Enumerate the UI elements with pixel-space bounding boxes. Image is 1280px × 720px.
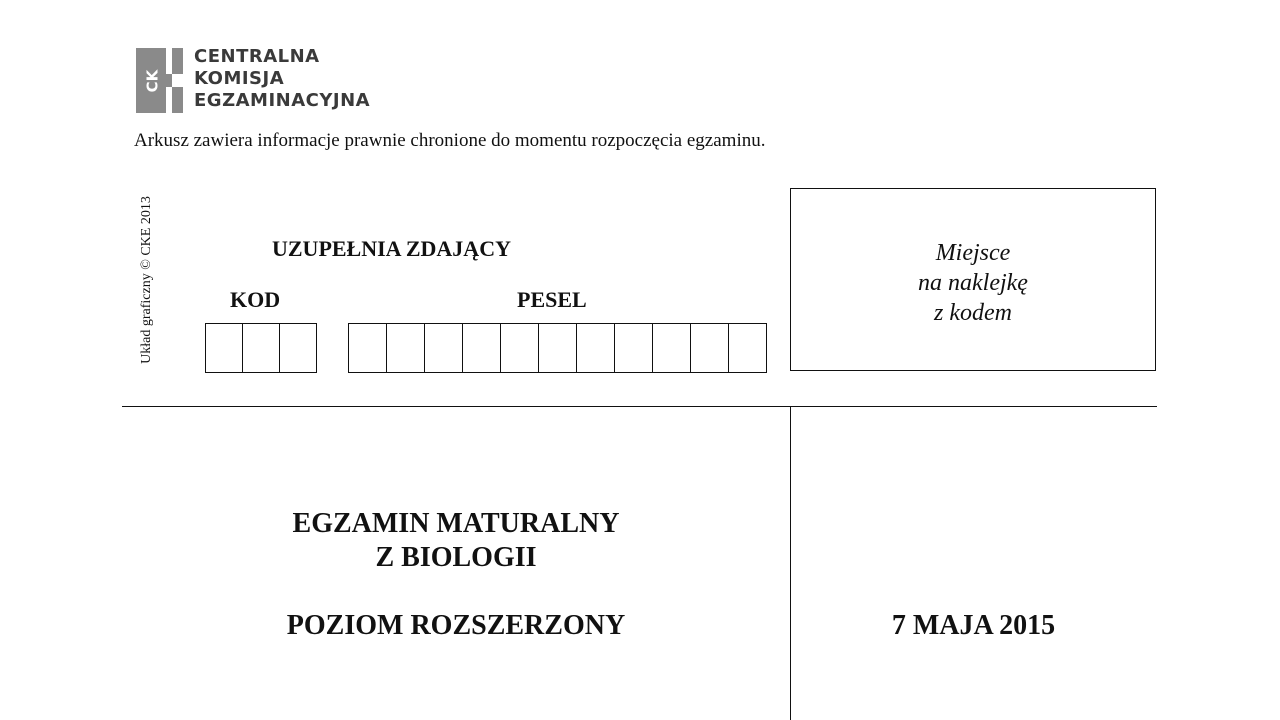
pesel-label: PESEL [517,287,587,312]
exam-date: 7 MAJA 2015 [891,610,1056,641]
sticker-line-2: na naklejkę [918,270,1028,296]
pesel-cell[interactable] [386,323,425,373]
confidentiality-notice: Arkusz zawiera informacje prawnie chronione do momentu rozpoczęcia egzaminu. [134,130,766,151]
vertical-divider [790,406,791,720]
kod-boxes [206,323,317,371]
pesel-cell[interactable] [348,323,387,373]
kod-cell[interactable] [279,323,317,373]
pesel-cell[interactable] [728,323,767,373]
candidate-fill-heading: UZUPEŁNIA ZDAJĄCY [272,236,511,261]
cke-logo [136,48,396,114]
logo-line-3: EGZAMINACYJNA [194,90,371,111]
logo-wordmark [194,46,370,112]
exam-title-line-1: EGZAMIN MATURALNY [292,508,620,539]
pesel-cell[interactable] [424,323,463,373]
pesel-boxes [349,323,767,371]
exam-level: POZIOM ROZSZERZONY [286,610,626,641]
pesel-cell[interactable] [690,323,729,373]
graphic-credit: Układ graficzny © CKE 2013 [139,196,154,364]
kod-cell[interactable] [242,323,280,373]
svg-text:CK: CK [143,69,162,93]
pesel-cell[interactable] [614,323,653,373]
kod-label: KOD [230,287,281,312]
pesel-cell[interactable] [538,323,577,373]
sticker-line-1: Miejsce [935,240,1011,266]
pesel-cell[interactable] [500,323,539,373]
pesel-cell[interactable] [576,323,615,373]
logo-line-2: KOMISJA [194,68,285,89]
cke-logo-mark [136,48,183,113]
exam-title-line-2: Z BIOLOGII [375,542,537,573]
sticker-placeholder [790,188,1156,371]
exam-title [206,507,706,575]
pesel-cell[interactable] [462,323,501,373]
sticker-text [791,238,1155,328]
kod-cell[interactable] [205,323,243,373]
horizontal-divider [122,406,1157,407]
logo-line-1: CENTRALNA [194,46,320,67]
pesel-cell[interactable] [652,323,691,373]
sticker-line-3: z kodem [934,300,1012,326]
